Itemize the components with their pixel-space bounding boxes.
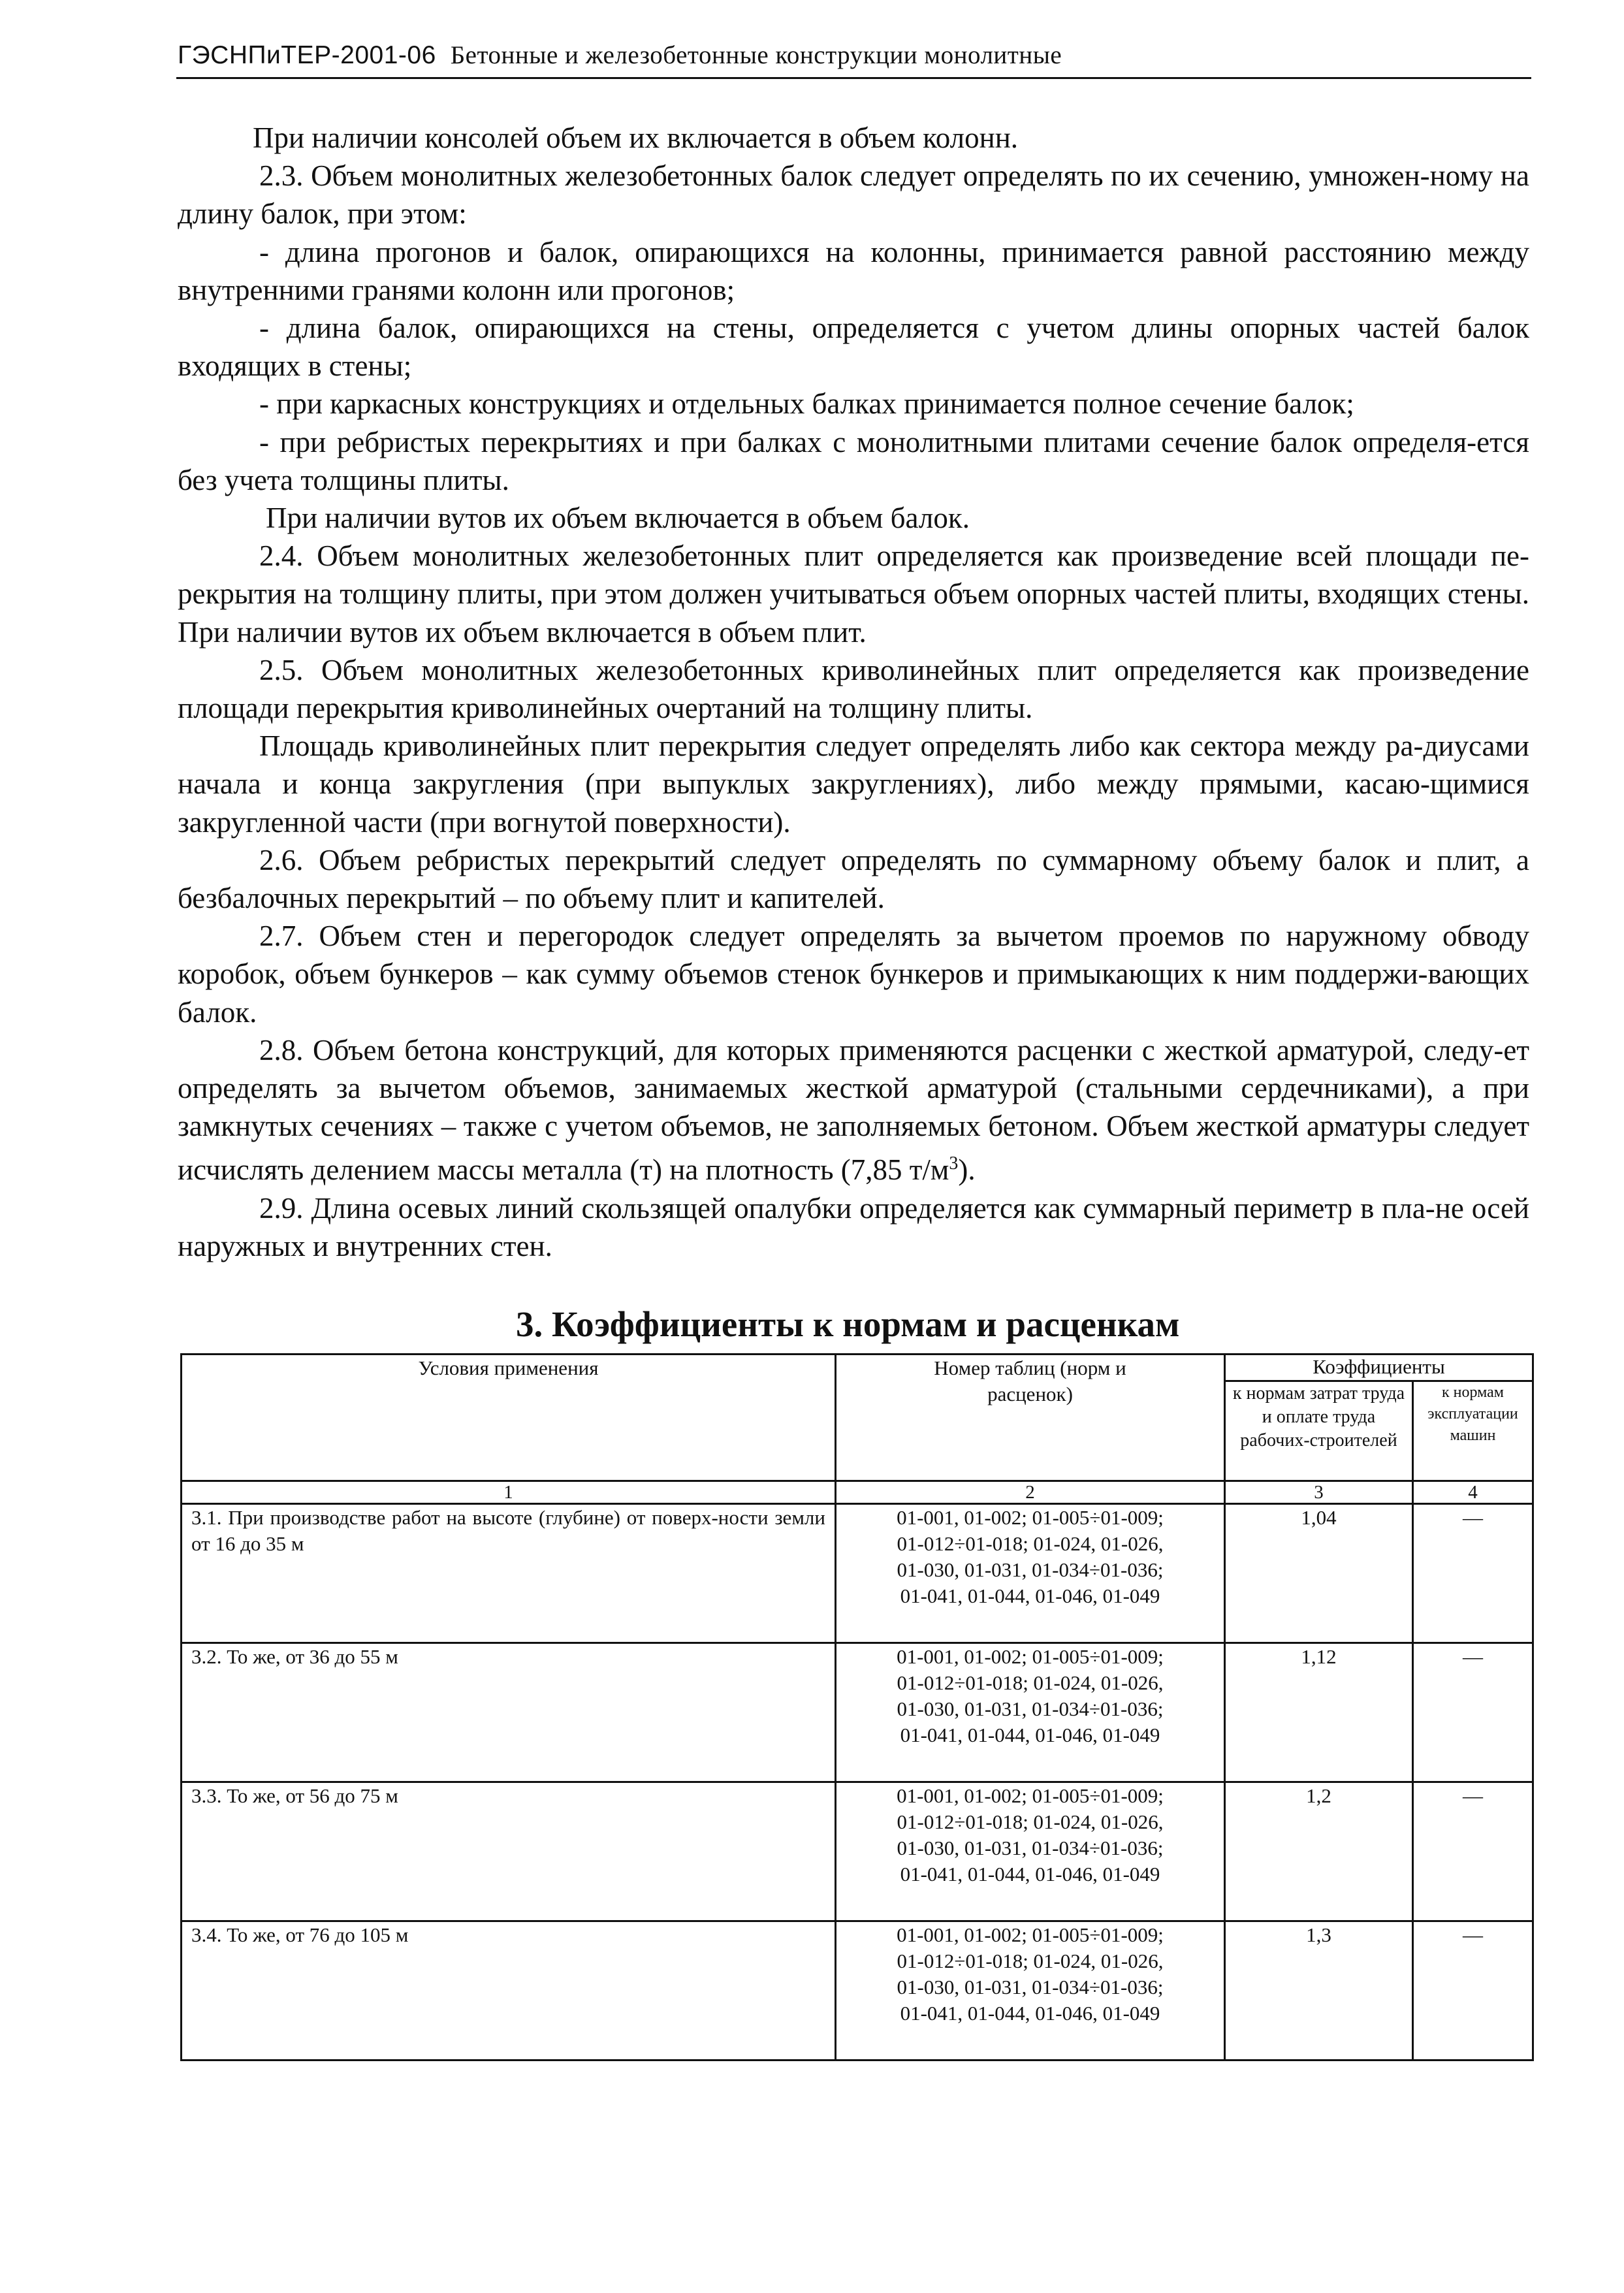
table-list-line: 01-001, 01-002; 01-005÷01-009; [897,1784,1164,1807]
table-list-line: 01-001, 01-002; 01-005÷01-009; [897,1506,1164,1529]
table-list-line: 01-030, 01-031, 01-034÷01-036; [897,1976,1164,1998]
paragraph: 2.9. Длина осевых линий скользящей опалубки определяется как суммарный периметр в пла-не осей наружных и внутренних стен. [178,1191,1529,1262]
header-coefficients: Коэффициенты [1225,1355,1533,1381]
column-number: 2 [836,1481,1225,1504]
paragraph: При наличии консолей объем их включается в объем колонн. [253,121,1019,154]
row-labor-coefficient: 1,04 [1225,1504,1413,1643]
row-condition: 3.1. При производстве работ на высоте (глубине) от поверх-ности земли от 16 до 35 м [182,1504,836,1643]
table-list-line: 01-001, 01-002; 01-005÷01-009; [897,1923,1164,1946]
paragraph: - при каркасных конструкциях и отдельных балках принимается полное сечение балок; [259,387,1354,421]
column-number: 4 [1413,1481,1533,1504]
header-conditions: Условия применения [182,1355,836,1481]
table-list-line: 01-012÷01-018; 01-024, 01-026, [897,1949,1164,1972]
row-labor-coefficient: 1,12 [1225,1643,1413,1782]
row-machine-coefficient: — [1413,1643,1533,1782]
row-condition: 3.4. То же, от 76 до 105 м [182,1921,836,2060]
paragraph: Площадь криволинейных плит перекрытия следует определять либо как сектора между ра-диусами начала и конца закругления (при выпуклых закруглениях), либо между прямыми, касаю-щимися закругленной части (при вогнутой поверхности). [178,730,1529,839]
paragraph-tail: ). [958,1153,976,1187]
column-number: 3 [1225,1481,1413,1504]
table-list-line: 01-001, 01-002; 01-005÷01-009; [897,1645,1164,1668]
document-title: Бетонные и железобетонные конструкции монолитные [450,41,1062,69]
coefficients-table [180,1353,1534,2061]
paragraph: 2.6. Объем ребристых перекрытий следует определять по суммарному объему балок и плит, а безбалочных перекрытий – по объему плит и капителей. [178,843,1529,915]
row-machine-coefficient: — [1413,1921,1533,2060]
table-row [182,1921,1533,2060]
superscript: 3 [949,1153,959,1174]
row-condition: 3.3. То же, от 56 до 75 м [182,1782,836,1921]
header-rule [176,77,1531,79]
column-number-row [182,1481,1533,1504]
row-labor-coefficient: 1,2 [1225,1782,1413,1921]
paragraph: - длина балок, опирающихся на стены, определяется с учетом длины опорных частей балок входящих в стены; [178,312,1529,383]
row-labor-coefficient: 1,3 [1225,1921,1413,2060]
paragraph-density [178,1031,1529,1189]
table-list-line: 01-041, 01-044, 01-046, 01-049 [900,1584,1160,1607]
paragraph: - длина прогонов и балок, опирающихся на колонны, принимается равной расстоянию между внутренними гранями колонн или прогонов; [178,235,1529,306]
row-condition: 3.2. То же, от 36 до 55 м [182,1643,836,1782]
table-list-line: 01-041, 01-044, 01-046, 01-049 [900,2002,1160,2025]
paragraph: При наличии вутов их объем включается в объем балок. [266,502,970,535]
row-machine-coefficient: — [1413,1782,1533,1921]
body-text [178,119,1529,1265]
table-list-line: 01-041, 01-044, 01-046, 01-049 [900,1863,1160,1885]
table-list-line: 01-012÷01-018; 01-024, 01-026, [897,1671,1164,1694]
table-list-line: 01-030, 01-031, 01-034÷01-036; [897,1836,1164,1859]
header-labor: к нормам затрат труда и оплате труда рабочих-строителей [1225,1381,1413,1481]
paragraph: 2.4. Объем монолитных железобетонных плит определяется как произведение всей площади пе-рекрытия на толщину плиты, при этом должен учитываться объем опорных частей плиты, входящих стены. При наличии вутов их объем включается в объем плит. [178,539,1529,649]
table-list-line: 01-030, 01-031, 01-034÷01-036; [897,1558,1164,1581]
table-row [182,1504,1533,1643]
paragraph: 2.3. Объем монолитных железобетонных балок следует определять по их сечению, умножен-ному на длину балок, при этом: [178,159,1529,231]
row-tables [836,1921,1225,2060]
table-row [182,1643,1533,1782]
table-list-line: 01-030, 01-031, 01-034÷01-036; [897,1697,1164,1720]
header-tables: Номер таблиц (норм и расценок) [836,1355,1225,1481]
table-list-line: 01-041, 01-044, 01-046, 01-049 [900,1724,1160,1746]
document-code: ГЭСНПиТЕР-2001-06 [178,41,436,69]
row-tables [836,1504,1225,1643]
column-number: 1 [182,1481,836,1504]
table-row [182,1782,1533,1921]
row-machine-coefficient: — [1413,1504,1533,1643]
running-header [178,40,1531,70]
table-header-row [182,1355,1533,1381]
section-title: 3. Коэффициенты к нормам и расценкам [516,1304,1180,1344]
row-tables [836,1782,1225,1921]
paragraph: - при ребристых перекрытиях и при балках с монолитными плитами сечение балок определя-ется без учета толщины плиты. [178,425,1529,496]
paragraph-text: 2.8. Объем бетона конструкций, для которых применяются расценки с жесткой арматурой, следу-ет определять за вычетом объемов, занимаемых жесткой арматурой (стальными сердечниками), а при замкнутых сечениях – также с учетом объемов, не заполняемых бетоном. Объем жесткой арматуры следует исчислять делением массы металла (т) на плотность (7,85 т/м [178,1033,1529,1187]
header-machines: к нормам эксплуатации машин [1413,1381,1533,1481]
table-list-line: 01-012÷01-018; 01-024, 01-026, [897,1532,1164,1555]
paragraph: 2.7. Объем стен и перегородок следует определять за вычетом проемов по наружному обводу коробок, объем бункеров – как сумму объемов стенок бункеров и примыкающих к ним поддержи-вающих балок. [178,920,1529,1029]
paragraph: 2.5. Объем монолитных железобетонных криволинейных плит определяется как произведение площади перекрытия криволинейных очертаний на толщину плиты. [178,653,1529,725]
table-list-line: 01-012÷01-018; 01-024, 01-026, [897,1810,1164,1833]
row-tables [836,1643,1225,1782]
